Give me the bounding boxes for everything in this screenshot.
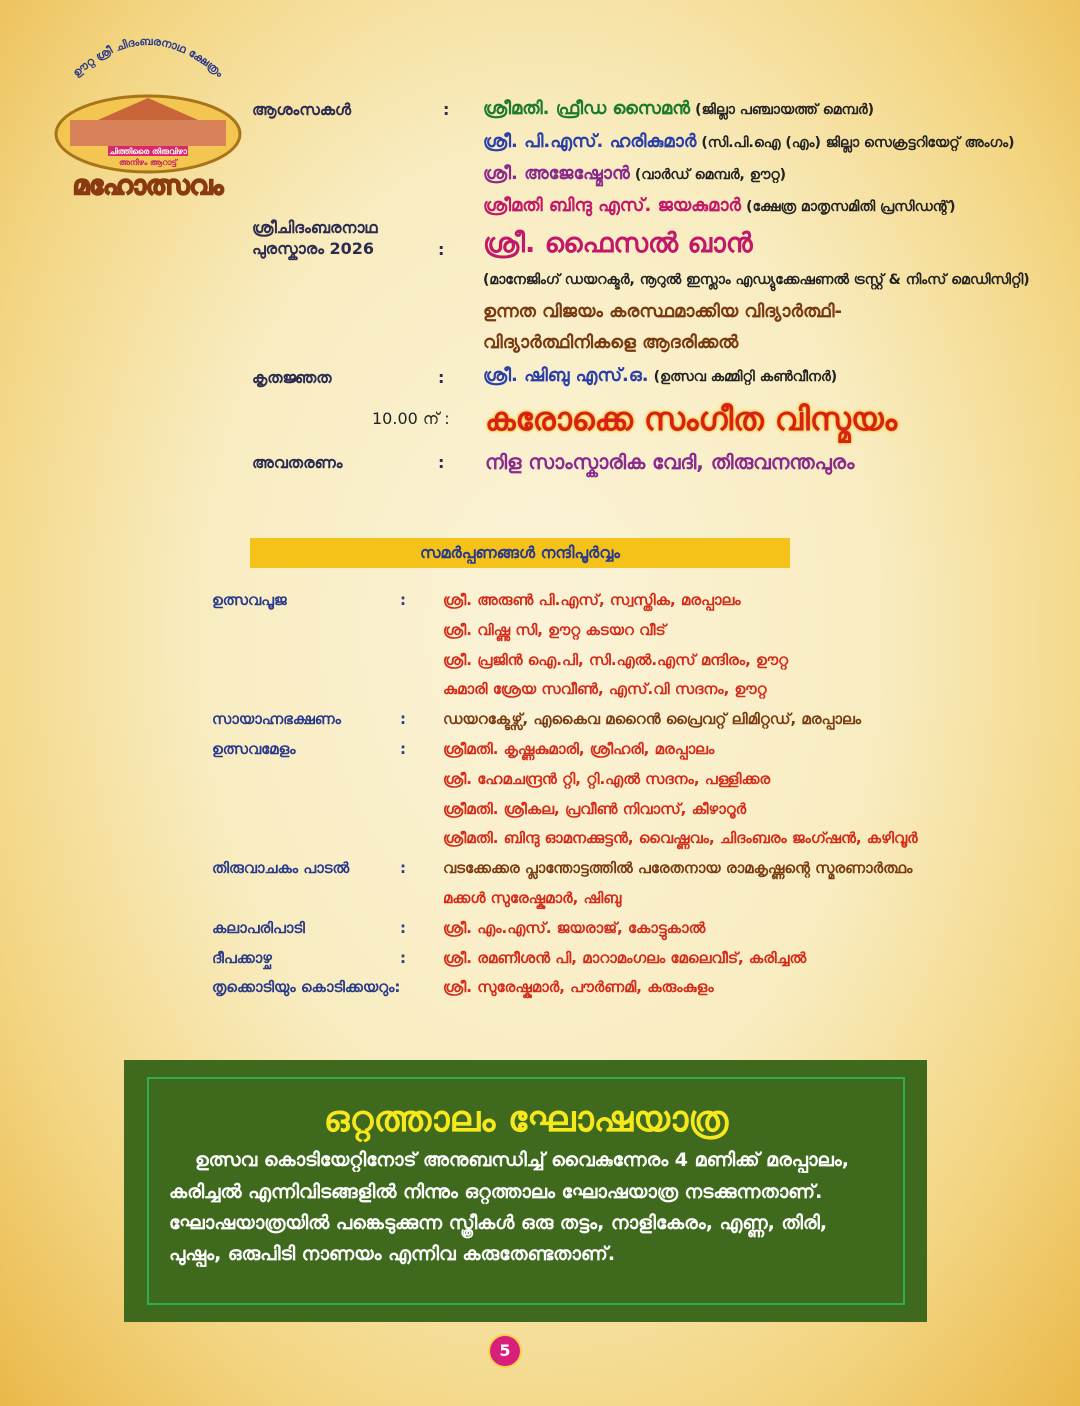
label-thanks: കൃതജ്ഞത [252,368,332,387]
sponsor-label: സായാഹ്നഭക്ഷണം [212,710,341,729]
sponsor-value: ശ്രീ. രമണീശൻ പി, മാറാമംഗലം മേലെവീട്, കരിച്ചൽ [443,948,807,967]
colon: : [443,100,450,119]
sponsor-value: ശ്രീ. പ്രജിൻ ഐ.പി, സി.എൽ.എസ് മന്ദിരം, ഊറ്റ [443,650,789,669]
award-recipient-role: (മാനേജിംഗ് ഡയറക്ടർ, നൂറുൽ ഇസ്ലാം എഡ്യുക്കേഷണൽ ട്രസ്റ്റ് & നിംസ് മെഡിസിറ്റി) [483,272,1030,288]
procession-line: കരിച്ചൽ എന്നിവിടങ്ങളിൽ നിന്നും ഒറ്റത്താലം ഘോഷയാത്ര നടക്കുന്നതാണ്. [169,1181,823,1203]
felicitation-line-1: ഉന്നത വിജയം കരസ്ഥമാക്കിയ വിദ്യാർത്ഥി- [483,301,842,322]
sponsor-label: കലാപരിപാടി [212,918,305,937]
sponsor-value: ശ്രീ. എം.എസ്. ജയരാജ്, കോട്ടുകാൽ [443,918,706,937]
festival-logo [48,32,248,202]
presentation-troupe: നിള സാംസ്കാരിക വേദി, തിരുവനന്തപുരം [485,450,855,474]
sponsor-label: തിരുവാചകം പാടൽ [212,859,350,878]
colon: : [400,918,406,937]
procession-line: ഉത്സവ കൊടിയേറ്റിനോട് അനുബന്ധിച്ച് വൈകുന്നേരം 4 മണിക്ക് മരപ്പാലം, [195,1149,849,1171]
sponsor-value: ശ്രീ. ഹേമചന്ദ്രൻ റ്റി, റ്റി.എൽ സദനം, പള്ളിക്കര [443,769,771,788]
colon: : [400,740,406,758]
label-presentation: അവതരണം [252,453,343,472]
page-number: 5 [488,1334,522,1368]
temple-body [70,120,226,146]
felicitation-line-2: വിദ്യാർത്ഥിനികളെ ആദരിക്കൽ [483,332,739,353]
award-recipient: ശ്രീ. ഫൈസൽ ഖാൻ [483,228,753,259]
sponsor-value: കുമാരി ശ്രേയ സവീൺ, എസ്.വി സദനം, ഊറ്റ [443,680,767,699]
sponsor-label: ദീപക്കാഴ്ച [212,948,272,967]
thanks-person: ശ്രീ. ഷിബു എസ്.ഒ. (ഉത്സവ കമ്മിറ്റി കൺവീനർ) [483,365,838,386]
colon: : [438,453,445,472]
logo-sub1: ചിത്തിരൈ തിരുവിഴാ [109,147,187,156]
sponsor-value: ശ്രീ. വിഷ്ണു സി, ഊറ്റ കടയറ വീട് [443,620,666,639]
sponsor-value: ശ്രീ. അരുൺ പി.എസ്, സ്വസ്തിക, മരപ്പാലം [443,591,741,609]
karaoke-time: 10.00 ന് : [372,409,450,428]
sponsors-banner: സമർപ്പണങ്ങൾ നന്ദിപൂർവ്വം [250,538,790,568]
procession-line: ഘോഷയാത്രയിൽ പങ്കെടുക്കുന്ന സ്ത്രീകൾ ഒരു തട്ടം, നാളികേരം, എണ്ണ, തിരി, [169,1212,828,1234]
greeting-4: ശ്രീമതി ബിന്ദു എസ്. ജയകുമാർ (ക്ഷേത്ര മാതൃസമിതി പ്രസിഡന്റ്) [483,195,956,216]
greeting-3: ശ്രീ. അജേഷ്മോൻ (വാർഡ് മെമ്പർ, ഊറ്റ) [483,163,787,184]
label-award-year: പുരസ്കാരം 2026 [252,239,375,258]
colon: : [438,368,445,387]
greeting-2: ശ്രീ. പി.എസ്. ഹരികുമാർ (സി.പി.ഐ (എം) ജില്ലാ സെക്രട്ടറിയേറ്റ് അംഗം) [483,131,1015,152]
logo-sub2: അനിഴം ആറാട്ട് [119,158,177,167]
karaoke-title: കരോക്കെ സംഗീത വിസ്മയം [485,400,898,438]
procession-box [124,1060,927,1322]
sponsor-label: ഉത്സവപൂജ [212,591,287,609]
sponsor-label: ഉത്സവമേളം [212,740,296,758]
sponsor-value: മക്കൾ സുരേഷ്കുമാർ, ഷിബു [443,889,622,907]
colon: : [400,710,406,729]
logo-title: മഹോത്സവം [72,171,224,201]
sponsor-value: ശ്രീ. സുരേഷ്കുമാർ, പൗർണമി, കരുംകുളം [443,978,714,997]
procession-line: പുഷ്പം, ഒരുപിടി നാണയം എന്നിവ കരുതേണ്ടതാണ്. [169,1243,616,1265]
colon: : [400,948,406,967]
sponsor-value: ശ്രീമതി. ബിന്ദു ഓമനക്കുട്ടൻ, വൈഷ്ണവം, ചിദംബരം ജംഗ്ഷൻ, കഴിവൂർ [443,829,918,848]
procession-inner-border [147,1077,905,1305]
colon: : [438,240,445,259]
label-greetings: ആശംസകൾ [252,100,352,119]
colon: : [400,591,406,609]
sponsor-label: തൃക്കൊടിയും കൊടിക്കയറും: [212,978,401,997]
procession-title: ഒറ്റത്താലം ഘോഷയാത്ര [323,1099,729,1140]
sponsor-value: ശ്രീമതി. ശ്രീകല, പ്രവീൺ നിവാസ്, കീഴാറൂർ [443,799,747,818]
sponsor-value: ഡയറക്ടേഴ്സ്, എകൈവ മറൈൻ പ്രൈവറ്റ് ലിമിറ്റഡ്, മരപ്പാലം [443,710,862,729]
label-award: ശ്രീചിദംബരനാഥ [252,218,378,237]
colon: : [400,859,406,878]
logo-arc-text: ഊറ്റ ശ്രീ ചിദംബരനാഥ ക്ഷേത്രം [70,34,226,80]
sponsor-value: ശ്രീമതി. കൃഷ്ണകുമാരി, ശ്രീഹരി, മരപ്പാലം [443,740,715,758]
sponsor-value: വടക്കേക്കര പ്ലാന്തോട്ടത്തിൽ പരേതനായ രാമകൃഷ്ണന്റെ സ്മരണാർത്ഥം [443,859,913,878]
greeting-1: ശ്രീമതി. ഫ്രീഡ സൈമൻ (ജില്ലാ പഞ്ചായത്ത് മെമ്പർ) [483,98,875,119]
